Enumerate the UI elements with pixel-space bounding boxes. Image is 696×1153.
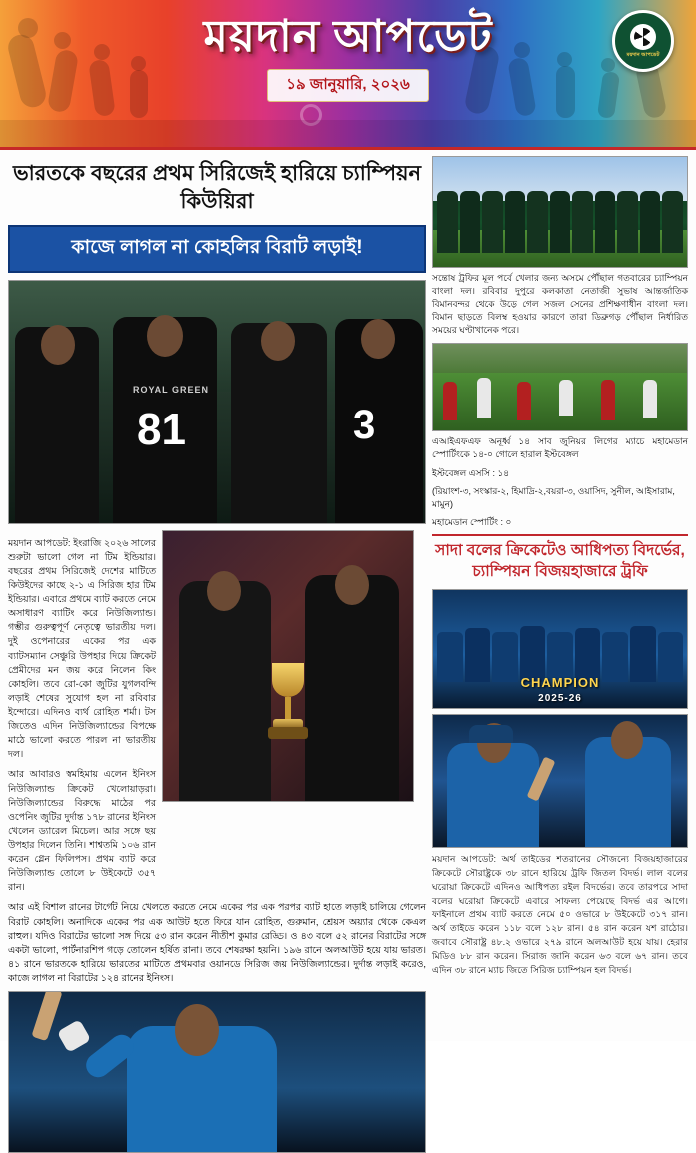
score-line-1: ইস্টবেঙ্গল এসসি : ১৪	[432, 468, 510, 479]
content-area	[0, 150, 696, 1153]
player-head	[207, 571, 241, 611]
photo-caption-bengal-team: সন্তোষ ট্রফির মূল পর্বে খেলার জন্য অসমে পৌঁছাল গতবারের চ্যাম্পিয়ন বাংলা দল। রবিবার দুপুরে কলকাতা নেতাজী সুভাষ আন্তর্জাতিক বিমানবন্দর থেকে উড়ে গেল সজল সেনের প্রশিক্ষণাধীন বাংলা দল। বিমান ছাড়তে বিলম্ব হওয়ার কারণে তারা ডিব্রুগড় পৌঁছাল নির্ধারিত সময়ের ঘণ্টাখানেক পরে।	[432, 273, 688, 336]
article-text-2: আর আবারও স্বমহিমায় এলেন ইনিংস নিউজিল্যান্ড ক্রিকেট খেলোয়াড়রা। নিউজিল্যান্ডের বিরুদ্ধে মাঠের পর ওপেনিং জুটির দুর্দান্ত ১৭৮ রানের ইনিংস খেলেন ড্যারেল মিচেল। আর সঙ্গে ছয় উপহার দিলেন তিনি। শাশ্বতমি ১০৬ রান করেন গ্লেন ফিলিপস। প্রথম ব্যাট করে নিউজিল্যান্ড তোলে ৮ উইকেটে ৩৫৭ রান।	[8, 768, 156, 893]
helmet-icon	[469, 725, 513, 743]
masthead-date: ১৯ জানুয়ারি, ২০২৬	[267, 69, 428, 102]
photo-vidarbha-champions	[432, 589, 688, 709]
player-figure	[477, 378, 491, 418]
player-head	[361, 319, 395, 359]
masthead-center	[133, 12, 563, 102]
jersey-sponsor-text: ROYAL GREEN	[133, 384, 210, 395]
photo-background	[433, 344, 687, 373]
player-head	[261, 321, 295, 361]
player-head	[335, 565, 369, 605]
player-head	[611, 721, 643, 759]
lead-headline: ভারতকে বছরের প্রথম সিরিজেই হারিয়ে চ্যাম্পিয়ন কিউয়িরা	[12, 162, 422, 214]
team-row	[437, 191, 683, 253]
article-text-1: ময়দান আপডেট: ইংরাজি ২০২৬ সালের শুরুটা ভালো গেল না টিম ইন্ডিয়ার। বছরের প্রথম সিরিজেই দেশের মাটিতে কিউইদের কাছে ২-১ এ সিরিজ হার টিম ইন্ডিয়ার। এবারে প্রথমে ব্যাট করতে নেমে অসাধারণ ব্যাটিং করে নিউজিল্যান্ড। গম্ভীর গুরুত্বপূর্ণ নেতৃত্বে ভারতীয় দল। দুই ওপেনারের একের পর এক ব্যাটসম্যান সেঞ্চুরি উপহার দিয়ে ক্রিকেট প্রেমীদের মন জয় করে নিলেন কিং কোহলি। তবে রো-কো জুটির যুগলবন্দি লড়াই শেষের সুযোগ হল না রবিবার ইন্দোরে। এদিনও ব্যর্থ রোহিত শর্মা। টস জিতেও এদিন নিউজিল্যান্ডের বিপক্ষে মাঠে ভালো করতে পারল না ভারতীয় দল।	[8, 536, 156, 760]
jersey-number: 3	[353, 402, 376, 447]
player-figure	[305, 575, 399, 801]
player-figure	[517, 382, 531, 420]
photo-virat-kohli	[8, 991, 426, 1153]
masthead	[0, 0, 696, 150]
photo-youth-football	[432, 343, 688, 431]
player-figure	[643, 380, 657, 418]
right-column	[432, 156, 688, 1153]
player-figure	[443, 382, 457, 420]
secondary-article-text: ময়দান আপডেট: অর্থ তাইডের শতরানের সৌজন্যে বিজয়হাজারের ক্রিকেটে সৌরাষ্ট্রকে ৩৮ রানে হারিয়ে ট্রফি জিতল বিদর্ভ। লাল বলের ঘরোয়া ক্রিকেটে এদিনও আধিপত্য রইল বিদর্ভের। তবে তারপরে সাদা বলের ঘরোয়া ক্রিকেটে এবারে সাফল্য পেয়েছে বিদর্ভ এর আগে। ফাইনালে প্রথম ব্যাট করতে নেমে ৫০ ওভারে ৮ উইকেটে ৩১৭ রান। অর্থ তাইডে করেন ১১৮ বলে ১২৮ রান। ৫৪ রান করেন যশ রাঠোর। জবাবে সৌরাষ্ট্র ৪৮.২ ওভারে ২৭৯ রানে অলআউট হয়ে যায়। হেরার মিডিও ৮৮ রান করেন। সিরাজ জানি করেন ৬৩ বলে ৬৭ রান। তবে এদিন ৩৮ রানে ম্যাচ জিতে সিরিজ চ্যাম্পিয়ন হল বিদর্ভ।	[432, 854, 688, 975]
article-body-top	[8, 530, 426, 895]
player-figure	[559, 380, 573, 416]
page-title: ময়দান আপডেট	[203, 12, 493, 61]
champion-season-text: 2025-26	[538, 693, 582, 705]
lead-photo-nz-players	[8, 280, 426, 524]
photo-bengal-team-group	[432, 156, 688, 268]
photo-nz-captain-trophy	[162, 530, 414, 802]
article-text-wide: আর এই বিশাল রানের টার্গেট নিয়ে খেলতে করতে নেমে একের পর এক পরপর ব্যাট হাতে লড়াই চালিয়ে গেলেন বিরাট কোহলি। অনাদিকে একের পর এক আউট হতে ফিরে যান রোহিত, গুরুমান, শ্রেয়স অয়্যার থেকে কেএল রাহুল। যদিও বিরাটের ভালো সঙ্গ দিয়ে ৫৩ রান করেন নীতীশ কুমার রেড্ডি। ও ৪৩ বলে ৫২ রানের বিরাটের সঙ্গে একটা ভালো, পার্টনারশিপ গড়ে তোলেন হর্ষিত রানা। তবে শেষরক্ষা হয়নি। ১৯৬ রানে অলআউট হয়ে যায় ভারত। ৪১ রানে ভারতকে হারিয়ে ভারতের মাটিতে প্রথমবার ওয়ানডে সিরিজ জয় নিউজিল্যান্ডের। দুর্দান্ত লড়াই করেও, কাজে লাগল না বিরাটের ১২৪ রানের ইনিংস।	[8, 901, 426, 983]
photo-vidarbha-batsman	[432, 714, 688, 848]
trophy-icon	[267, 663, 309, 741]
jersey-number: 81	[137, 404, 186, 454]
left-column	[8, 156, 426, 1153]
photo-caption-youth-football: এআইএফএফ অনূর্ধ্ব ১৪ সাব জুনিয়র লিগের ম্যাচে মহামেডান স্পোর্টিংকে ১৪-০ গোলে হারাল ইস্টবেঙ্গল	[432, 436, 688, 460]
team-row	[437, 624, 683, 682]
player-head	[147, 315, 183, 357]
publication-logo	[612, 10, 674, 72]
player-head	[175, 1004, 219, 1056]
lead-subheadline: কাজে লাগল না কোহলির বিরাট লড়াই!	[8, 225, 426, 273]
score-line-2: (রিয়াংশ-৩, সংস্কার-২, হিমাদ্রি-২,বয়রা-৩, ওয়াসিদ, সুনীল, আইসারাম, মামুন)	[432, 485, 675, 510]
score-line-3: মহামেডান স্পোর্টিং : ০	[432, 516, 512, 527]
logo-caption: ময়দান আপডেট	[626, 51, 660, 58]
section-divider	[432, 534, 688, 536]
player-head	[41, 325, 75, 365]
player-figure	[179, 581, 271, 801]
football-icon	[630, 24, 656, 50]
article-column-1	[8, 530, 156, 895]
secondary-headline: সাদা বলের ক্রিকেটেও আধিপত্য বিদর্ভের, চ্যাম্পিয়ন বিজয়হাজারে ট্রফি	[435, 542, 685, 581]
champion-banner-text: CHAMPION	[520, 675, 600, 691]
player-figure	[601, 380, 615, 420]
